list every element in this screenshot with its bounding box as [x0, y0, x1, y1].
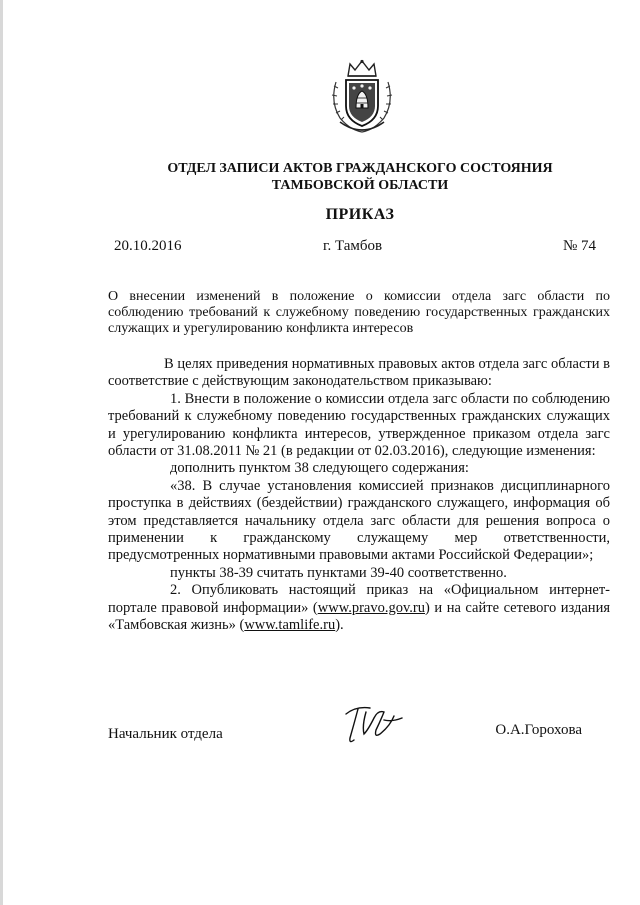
document-date: 20.10.2016 [114, 238, 182, 254]
body-paragraph-addition: дополнить пунктом 38 следующего содержания: [170, 460, 469, 477]
item-2-text-end: ). [335, 617, 344, 634]
signatory-name: О.А.Горохова [495, 722, 582, 738]
document-type: ПРИКАЗ [325, 206, 395, 223]
body-paragraph-item-2 [108, 582, 610, 634]
document-city: г. Тамбов [323, 238, 383, 254]
tambov-coat-of-arms-icon [324, 58, 400, 136]
document-body [108, 356, 610, 635]
handwritten-signature-icon [340, 700, 412, 750]
pravo-gov-link[interactable]: www.pravo.gov.ru [317, 599, 425, 616]
tamlife-link[interactable]: www.tamlife.ru [244, 617, 336, 634]
organization-name-line-1: ОТДЕЛ ЗАПИСИ АКТОВ ГРАЖДАНСКОГО СОСТОЯНИЯ [167, 161, 553, 176]
organization-name-line-2: ТАМБОВСКОЙ ОБЛАСТИ [271, 178, 449, 193]
item-2-text-start: 2. Опубликовать настоящий приказ на «Официальном интернет-портале правовой информации» ( [108, 582, 610, 616]
document-number: № 74 [562, 238, 596, 254]
signatory-role: Начальник отдела [108, 726, 223, 742]
body-paragraph-preamble: В целях приведения нормативных правовых актов отдела загс области в соответствие с действующим законодательством приказываю: [108, 356, 610, 390]
body-paragraph-item-38: «38. В случае установления комиссией признаков дисциплинарного проступка в действиях (бездействии) гражданского служащего, информация об этом представляется начальнику отдела загс области для решения вопроса о применении к гражданскому служащему мер ответственности, предусмотренных нормативными правовыми актами Российской Федерации»; [108, 477, 610, 564]
body-paragraph-item-1: 1. Внести в положение о комиссии отдела загс области по соблюдению требований к служебному поведению государственных гражданских служащих и урегулированию конфликта интересов, утвержденное приказом отдела загс области от 31.08.2011 № 21 (в редакции от 02.03.2016), следующие изменения: [108, 390, 610, 460]
body-paragraph-renumber: пункты 38-39 считать пунктами 39-40 соответственно. [170, 564, 507, 581]
organization-name [100, 160, 620, 194]
scan-edge [0, 0, 3, 905]
item-2-text-middle: ) и на сайте сетевого издания «Тамбовская жизнь» ( [108, 599, 611, 634]
document-subject: О внесении изменений в положение о комиссии отдела загс области по соблюдению требований к служебному поведению государственных гражданских служащих и урегулированию конфликта интересов [108, 289, 610, 336]
